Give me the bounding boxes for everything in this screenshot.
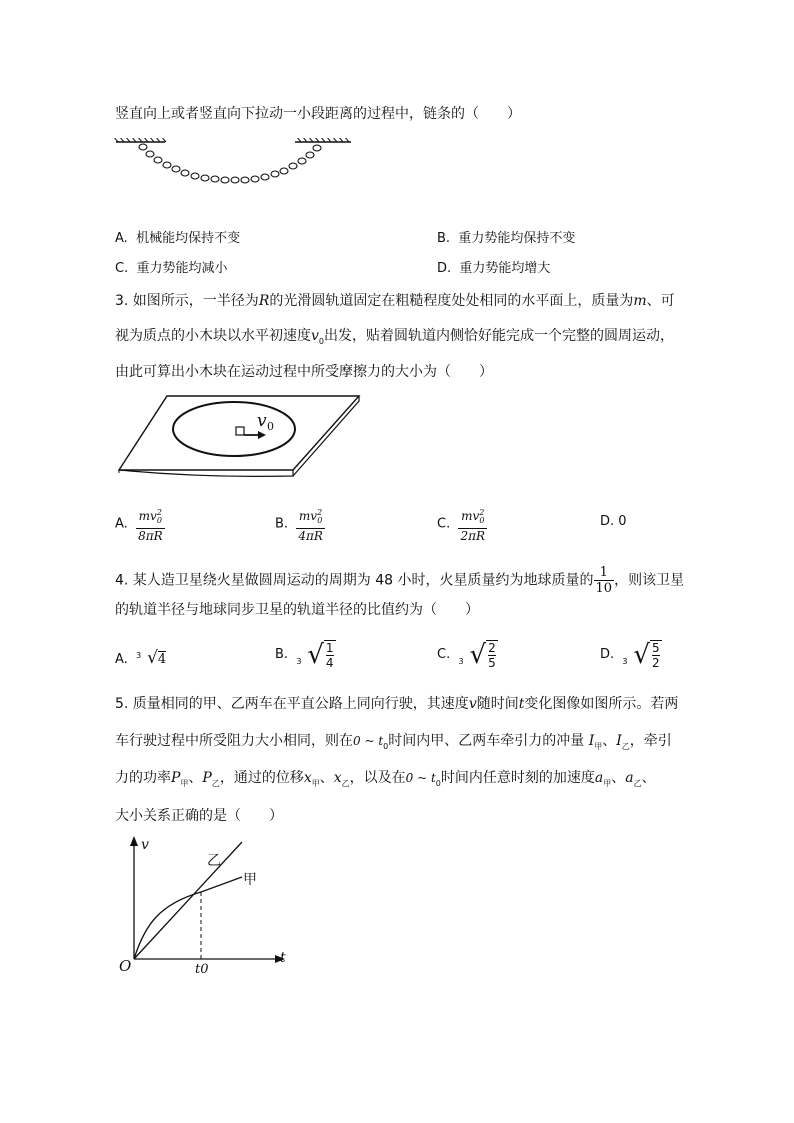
y-axis-label: v [141,837,149,853]
q3-option-d[interactable]: D. 0 [600,514,627,529]
q2-option-d[interactable]: D. 重力势能均增大 [437,261,551,276]
origin-label: O [119,957,132,975]
q5-stem-line1: 5. 质量相同的甲、乙两车在平直公路上同向行驶，其速度v随时间t变化图像如图所示。若两 [115,696,679,712]
chain-figure [113,138,355,190]
jia-label: 甲 [243,872,257,888]
line-yi [134,842,242,959]
q2-option-b[interactable]: B. 重力势能均保持不变 [437,231,576,246]
q3-option-a[interactable]: A. $\frac{mv^2_0}{8\pi R}$ [115,505,165,544]
q4-stem-line1: 4. 某人造卫星绕火星做圆周运动的周期为 48 小时，火星质量约为地球质量的 $\frac{1}{10}$ ，则该卫星 [115,565,685,596]
x-axis-label: t [280,950,286,966]
q3-stem-line2: 视为质点的小木块以水平初速度$v_0$出发，贴着圆轨道内侧恰好能完成一个完整的圆周运动， [115,328,675,346]
v0-sub: 0 [267,420,274,433]
q4-stem-line2: 的轨道半径与地球同步卫星的轨道半径的比值约为（ ） [115,602,479,618]
q4-option-a[interactable]: A. 3 √4 [115,648,167,668]
q3-option-b[interactable]: B. $\frac{mv^2_0}{4\pi R}$ [275,505,325,544]
q4-option-c[interactable]: C. 3 √ $\frac{2}{5}$ [437,640,496,670]
q5-stem-line3: 力的功率$P_甲$、$P_乙$，通过的位移$x_甲$、$x_乙$，以及在0 ~ $t_0$时间内任意时刻的加速度$a_甲$、$a_乙$、 [115,770,656,788]
q2-option-a[interactable]: A. 机械能均保持不变 [115,231,241,246]
q2-stem-tail: 竖直向上或者竖直向下拉动一小段距离的过程中，链条的（ ） [115,106,521,122]
q4-option-b[interactable]: B. 3 √ $\frac{1}{4}$ [275,640,334,670]
track-figure [115,392,365,487]
q2-option-c[interactable]: C. 重力势能均减小 [115,261,228,276]
yi-label: 乙 [207,853,221,869]
v-axis-arrow [130,836,138,846]
q5-stem-line4: 大小关系正确的是（ ） [115,808,283,824]
q5-stem-line2: 车行驶过程中所受阻力大小相同，则在0 ~ $t_0$时间内甲、乙两车牵引力的冲量 $I_甲$、$I_乙$，牵引 [115,733,672,751]
q3-stem-line3: 由此可算出小木块在运动过程中所受摩擦力的大小为（ ） [115,364,493,380]
q3-option-c[interactable]: C. $\frac{mv^2_0}{2\pi R}$ [437,505,487,544]
t0-label: t0 [195,962,209,977]
vt-graph [115,834,295,979]
curve-jia [134,877,242,959]
q4-option-d[interactable]: D. 3 √ $\frac{5}{2}$ [600,640,660,670]
q3-stem-line1: 3. 如图所示，一半径为R的光滑圆轨道固定在粗糙程度处处相同的水平面上，质量为m、可 [115,293,675,309]
v0-label: v [257,411,267,431]
